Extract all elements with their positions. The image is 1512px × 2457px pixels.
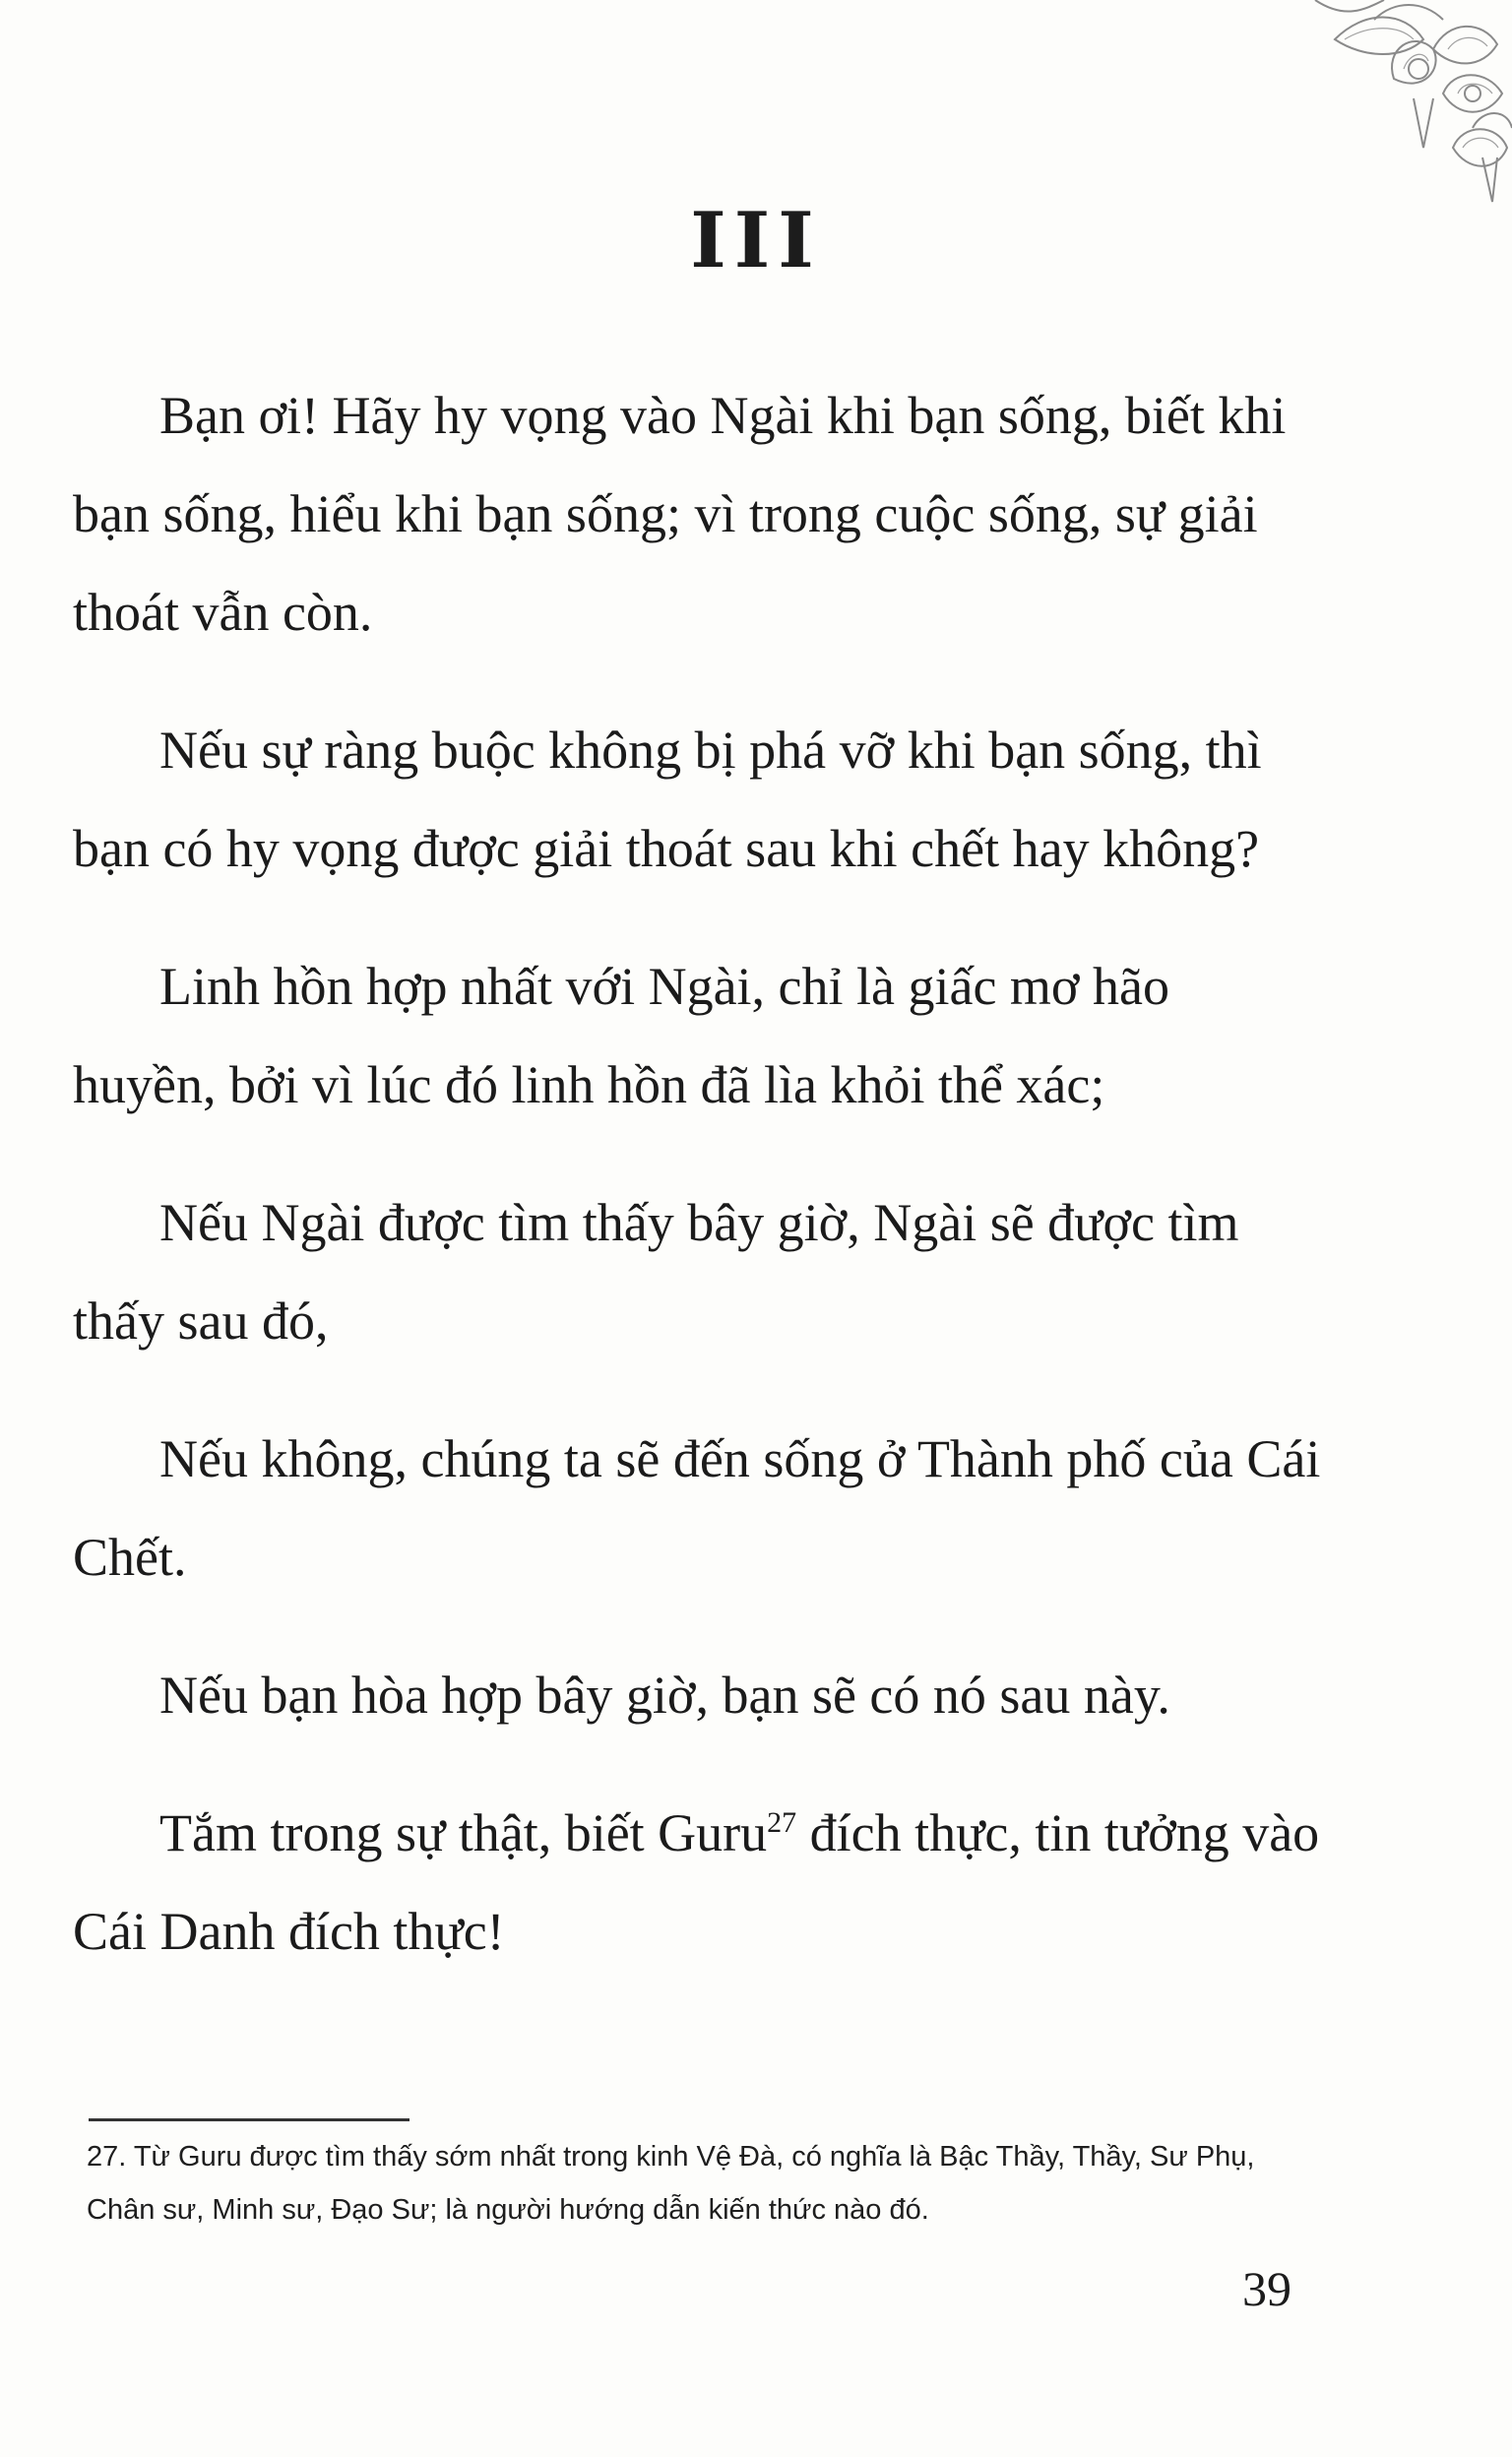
- paragraph-1: Bạn ơi! Hãy hy vọng vào Ngài khi bạn sống, biết khi bạn sống, hiểu khi bạn sống; vì trong cuộc sống, sự giải thoát vẫn còn.: [73, 386, 1287, 642]
- mandala-ornament-icon: [1276, 0, 1512, 217]
- paragraph-6: Nếu bạn hòa hợp bây giờ, bạn sẽ có nó sau này.: [159, 1666, 1170, 1725]
- paragraph-7-start: Tắm trong sự thật, biết Guru: [159, 1803, 768, 1862]
- paragraph-2: Nếu sự ràng buộc không bị phá vỡ khi bạn sống, thì bạn có hy vọng được giải thoát sau khi chết hay không?: [73, 721, 1262, 878]
- footnote-divider: [89, 2118, 410, 2121]
- paragraph-7-end: đích thực, tin tưởng vào Cái Danh đích thực!: [73, 1803, 1320, 1961]
- paragraph-3: Linh hồn hợp nhất với Ngài, chỉ là giấc mơ hão huyền, bởi vì lúc đó linh hồn đã lìa khỏi thể xác;: [73, 957, 1169, 1114]
- paragraph-5: Nếu không, chúng ta sẽ đến sống ở Thành phố của Cái Chết.: [73, 1429, 1321, 1587]
- footnote: 27. Từ Guru được tìm thấy sớm nhất trong kinh Vệ Đà, có nghĩa là Bậc Thầy, Thầy, Sư Phụ, Chân sư, Minh sư, Đạo Sư; là người hướng dẫn kiến thức nào đó.: [87, 2141, 1255, 2226]
- paragraph-4: Nếu Ngài được tìm thấy bây giờ, Ngài sẽ được tìm thấy sau đó,: [73, 1193, 1239, 1351]
- chapter-title: III: [690, 196, 822, 285]
- page-number: 39: [1242, 2261, 1292, 2316]
- body-text: [73, 366, 1323, 2020]
- footnote-reference[interactable]: 27: [767, 1806, 797, 1839]
- paragraph-7: [73, 1784, 1323, 1981]
